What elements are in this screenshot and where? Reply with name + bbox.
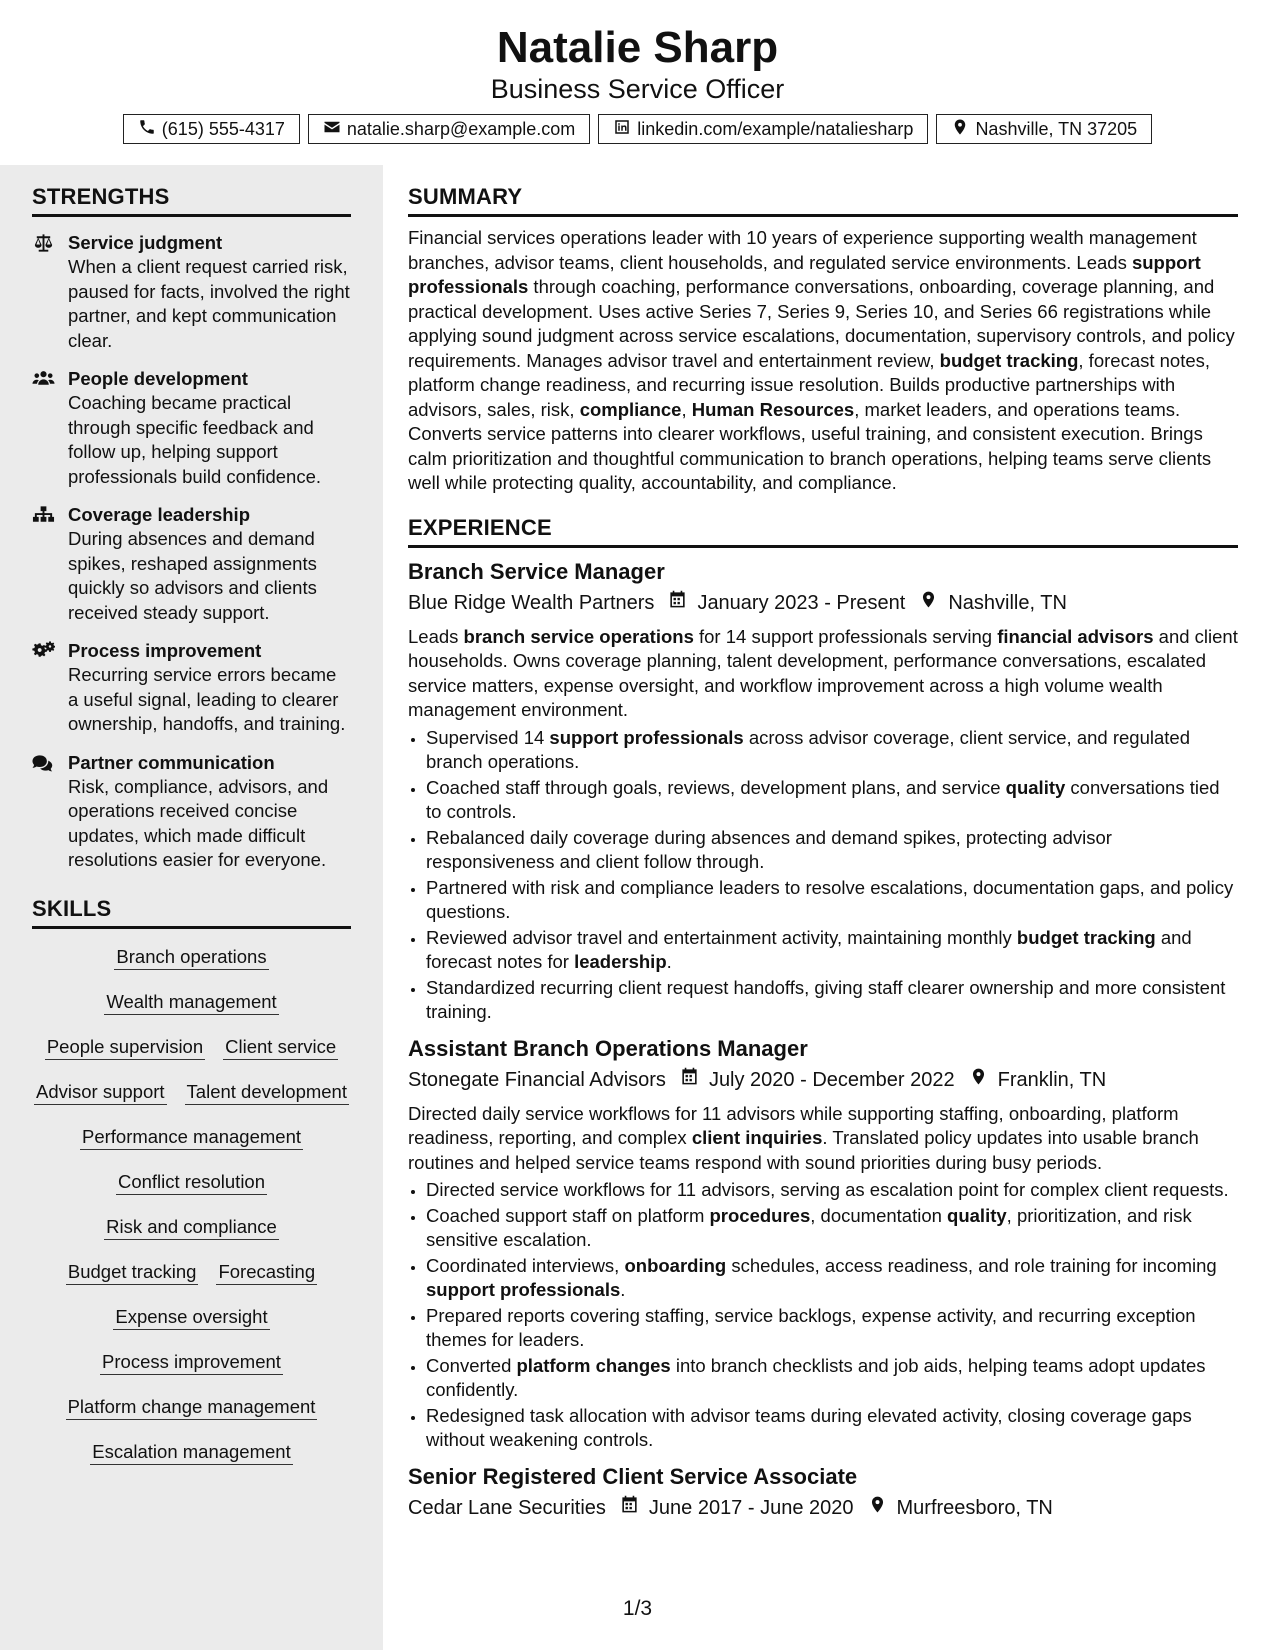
strength-heading: Partner communication [68, 751, 275, 773]
comments-icon [32, 751, 68, 873]
job-meta [408, 1067, 1238, 1093]
job-location: Franklin, TN [997, 1068, 1107, 1091]
skill-tag: Branch operations [114, 945, 268, 970]
users-icon [32, 367, 68, 489]
sitemap-icon [32, 503, 68, 625]
strength-heading: Service judgment [68, 232, 223, 253]
strength-item [32, 503, 351, 625]
skill-tag: Process improvement [100, 1350, 283, 1375]
phone-text: (615) 555-4317 [161, 118, 285, 139]
job-bullets [408, 726, 1238, 1025]
skill-tag: Performance management [80, 1125, 303, 1150]
job-title: Senior Registered Client Service Associate [408, 1463, 858, 1489]
job-location: Nashville, TN [948, 591, 1067, 614]
job-entry [408, 1463, 1238, 1521]
contact-location [936, 114, 1152, 144]
map-pin-icon [951, 118, 969, 141]
job-title: Branch Service Manager [408, 558, 665, 584]
contact-email[interactable] [308, 114, 590, 144]
skill-tag: Advisor support [34, 1080, 167, 1105]
bold-phrase: procedures [709, 1204, 811, 1226]
job-bullets [408, 1178, 1238, 1453]
skill-tag: Escalation management [90, 1440, 292, 1465]
summary-text: Financial services operations leader with 10 years of experience supporting wealth management branches, advisor teams, client households, and regulated service environments. Leads support professionals through coaching, performance conversations, onboarding, coverage planning, and practical development. Uses active Series 7, Series 9, Series 10, and Series 66 registrations while applying sound judgment across service escalations, documentation, supervisory controls, and policy requirements. Manages advisor travel and entertainment review, budget tracking, forecast notes, platform change readiness, and recurring issue resolution. Builds productive partnerships with advisors, sales, risk, compliance, Human Resources, market leaders, and operations teams. Converts service patterns into clearer workflows, useful training, and consistent execution. Brings calm prioritization and thoughtful communication to branch operations, helping teams serve clients well while protecting quality, accountability, and compliance. [408, 227, 1235, 493]
job-bullet: • Converted platform changes into branch checklists and job aids, helping teams adopt updates confidently. [426, 1354, 1238, 1403]
job-bullet: • Coached staff through goals, reviews, development plans, and service quality conversations tied to controls. [426, 776, 1238, 825]
skills-list [32, 945, 351, 1465]
strength-text: During absences and demand spikes, reshaped assignments quickly so advisors and clients received steady support. [68, 528, 317, 623]
map-pin-icon [905, 590, 948, 616]
strength-text: Recurring service errors became a useful signal, leading to clearer ownership, handoffs, and training. [68, 664, 346, 734]
skill-tag: Client service [223, 1035, 338, 1060]
strength-text: Coaching became practical through specific feedback and follow up, helping support professionals build confidence. [68, 392, 321, 487]
balance-scale-icon [32, 231, 68, 353]
skill-tag: Platform change management [66, 1395, 318, 1420]
strengths-heading: STRENGTHS [32, 183, 351, 217]
resume-header [0, 0, 1275, 165]
skill-tag: Expense oversight [113, 1305, 269, 1330]
bold-phrase: support professionals [426, 1279, 621, 1300]
strength-heading: Coverage leadership [68, 504, 250, 525]
page-number: 1/3 [622, 1597, 653, 1620]
skill-tag: Forecasting [216, 1260, 317, 1285]
bold-phrase: compliance [579, 398, 682, 420]
main-column [383, 165, 1275, 1650]
bold-phrase: support professionals [549, 726, 744, 748]
map-pin-icon [854, 1495, 897, 1521]
job-bullet: • Coached support staff on platform procedures, documentation quality, prioritization, and risk sensitive escalation. [426, 1204, 1238, 1253]
calendar-icon [666, 1067, 709, 1093]
bold-phrase: quality [1005, 776, 1066, 798]
strength-item [32, 231, 351, 353]
email-text: natalie.sharp@example.com [346, 118, 576, 139]
sidebar [0, 165, 383, 1650]
strength-heading: People development [68, 368, 248, 389]
bold-phrase: client inquiries [691, 1127, 823, 1148]
bold-phrase: budget tracking [939, 349, 1079, 371]
job-bullet: • Supervised 14 support professionals across advisor coverage, client service, and regulated branch operations. [426, 726, 1238, 775]
skill-tag: Conflict resolution [116, 1170, 267, 1195]
job-location: Murfreesboro, TN [896, 1496, 1053, 1519]
bold-phrase: Human Resources [691, 398, 855, 420]
location-text: Nashville, TN 37205 [975, 118, 1138, 139]
job-description: Directed daily service workflows for 11 advisors while supporting staffing, onboarding, platform readiness, reporting, and complex client inquiries. Translated policy updates into usable branch routines and helped service teams respond with sound priorities during busy periods. [408, 1102, 1199, 1173]
bold-phrase: leadership [574, 951, 667, 972]
candidate-title: Business Service Officer [490, 74, 785, 104]
bold-phrase: platform changes [516, 1354, 671, 1376]
bold-phrase: branch service operations [463, 625, 694, 647]
job-bullet: • Redesigned task allocation with advisor teams during elevated activity, closing coverage gaps without weakening controls. [426, 1404, 1238, 1453]
company-name: Blue Ridge Wealth Partners [408, 591, 655, 614]
cogs-icon [32, 639, 68, 737]
job-dates: January 2023 - Present [697, 591, 906, 614]
company-name: Stonegate Financial Advisors [408, 1068, 666, 1091]
job-title: Assistant Branch Operations Manager [408, 1035, 808, 1061]
job-bullet: • Partnered with risk and compliance leaders to resolve escalations, documentation gaps, and policy questions. [426, 876, 1238, 925]
job-bullet: • Prepared reports covering staffing, service backlogs, expense activity, and recurring exception themes for leaders. [426, 1304, 1238, 1353]
calendar-icon [606, 1495, 649, 1521]
bold-phrase: support professionals [408, 251, 1201, 297]
skill-tag: Wealth management [104, 990, 278, 1015]
contact-phone [123, 114, 300, 144]
map-pin-icon [955, 1067, 998, 1093]
linkedin-text: linkedin.com/example/nataliesharp [637, 118, 914, 139]
bold-phrase: financial advisors [997, 625, 1154, 647]
strength-item [32, 639, 351, 737]
strength-item [32, 751, 351, 873]
phone-icon [138, 118, 156, 141]
candidate-name: Natalie Sharp [496, 23, 779, 72]
job-bullet: • Coordinated interviews, onboarding schedules, access readiness, and role training for incoming support professionals. [426, 1254, 1238, 1303]
job-entry [408, 558, 1238, 1025]
job-dates: July 2020 - December 2022 [708, 1068, 955, 1091]
summary-heading: SUMMARY [408, 183, 1238, 217]
skills-heading: SKILLS [32, 895, 351, 929]
job-bullet: • Rebalanced daily coverage during absences and demand spikes, protecting advisor responsiveness and client follow through. [426, 826, 1238, 875]
bold-phrase: quality [947, 1204, 1007, 1226]
job-description: Leads branch service operations for 14 support professionals serving financial advisors and client households. Owns coverage planning, talent development, performance conversations, escalated service matters, expense oversight, and workflow improvement across a high volume wealth management environment. [408, 625, 1238, 720]
strength-text: Risk, compliance, advisors, and operations received concise updates, which made difficult resolutions easier for everyone. [68, 775, 329, 870]
job-bullet: • Standardized recurring client request handoffs, giving staff clearer ownership and more consistent training. [426, 976, 1238, 1025]
calendar-icon [654, 590, 697, 616]
strength-heading: Process improvement [68, 640, 262, 661]
linkedin-icon [613, 118, 631, 141]
company-name: Cedar Lane Securities [408, 1496, 606, 1519]
contact-linkedin[interactable] [598, 114, 928, 144]
job-bullet: • Directed service workflows for 11 advisors, serving as escalation point for complex client requests. [426, 1178, 1238, 1203]
contact-bar [0, 114, 1275, 144]
job-entry [408, 1035, 1238, 1453]
job-meta [408, 1495, 1238, 1521]
strength-item [32, 367, 351, 489]
job-meta [408, 590, 1238, 616]
skill-tag: Talent development [185, 1080, 349, 1105]
job-bullet: • Reviewed advisor travel and entertainment activity, maintaining monthly budget tracking and forecast notes for leadership. [426, 926, 1238, 975]
bold-phrase: onboarding [624, 1254, 727, 1276]
strength-text: When a client request carried risk, paused for facts, involved the right partner, and kept communication clear. [68, 256, 350, 351]
bold-phrase: budget tracking [1016, 926, 1156, 948]
experience-heading: EXPERIENCE [408, 514, 1238, 548]
job-dates: June 2017 - June 2020 [648, 1496, 854, 1519]
skill-tag: Risk and compliance [104, 1215, 279, 1240]
skill-tag: People supervision [45, 1035, 205, 1060]
envelope-icon [323, 118, 341, 141]
skill-tag: Budget tracking [66, 1260, 199, 1285]
